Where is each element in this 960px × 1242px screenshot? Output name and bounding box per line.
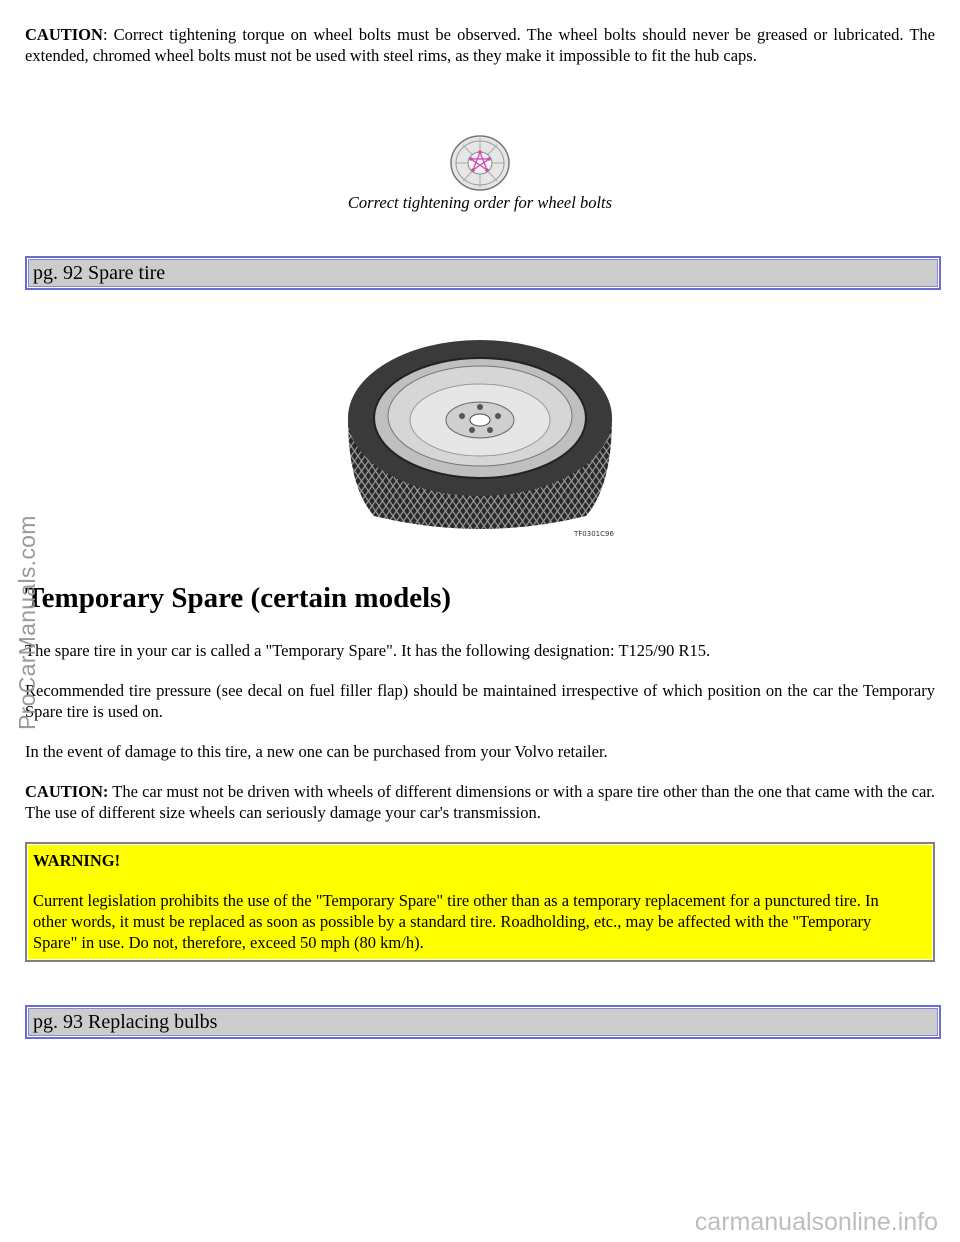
caution-text: : Correct tightening torque on wheel bolts must be observed. The wheel bolts should never be greased or lubricated. The extended, chromed wheel bolts must not be used with steel rims, as they make it impossible to fit the hub caps. (25, 25, 935, 65)
section-header-spare-tire: pg. 92 Spare tire (25, 256, 941, 290)
wheel-bolt-diagram (449, 134, 511, 192)
caution-label-2: CAUTION: (25, 782, 109, 801)
warning-text: Current legislation prohibits the use of the "Temporary Spare" tire other than as a temporary replacement for a punctured tire. In other words, it must be replaced as soon as possible by a standard tire. Roadholding, etc., may be affected with the "Temporary Spare" in use. Do not, therefore, exceed 50 mph (80 km/h). (33, 891, 879, 952)
footer-watermark: carmanualsonline.info (694, 1208, 938, 1236)
spare-tire-illustration (344, 336, 616, 542)
section-header-replacing-bulbs: pg. 93 Replacing bulbs (25, 1005, 941, 1039)
side-watermark: ProCarManuals.com (14, 515, 40, 730)
caution-paragraph (25, 24, 935, 66)
paragraph-pressure: Recommended tire pressure (see decal on fuel filler flap) should be maintained irrespective of which position on the car the Temporary Spare tire is used on. (25, 681, 935, 721)
figure-code: TF0301C96 (574, 530, 614, 538)
warning-box (25, 842, 935, 962)
caution-text-2: The car must not be driven with wheels of different dimensions or with a spare tire other than the one that came with the car. The use of different size wheels can seriously damage your car's transmission. (25, 782, 935, 822)
page-heading: Temporary Spare (certain models) (25, 582, 452, 614)
figure-caption: Correct tightening order for wheel bolts (347, 193, 613, 212)
paragraph-retailer: In the event of damage to this tire, a new one can be purchased from your Volvo retailer. (25, 742, 608, 761)
paragraph-designation: The spare tire in your car is called a "Temporary Spare". It has the following designation: T125/90 R15. (25, 641, 711, 660)
caution-paragraph-2 (25, 781, 935, 823)
warning-title: WARNING! (33, 851, 121, 870)
caution-label: CAUTION (25, 25, 103, 44)
